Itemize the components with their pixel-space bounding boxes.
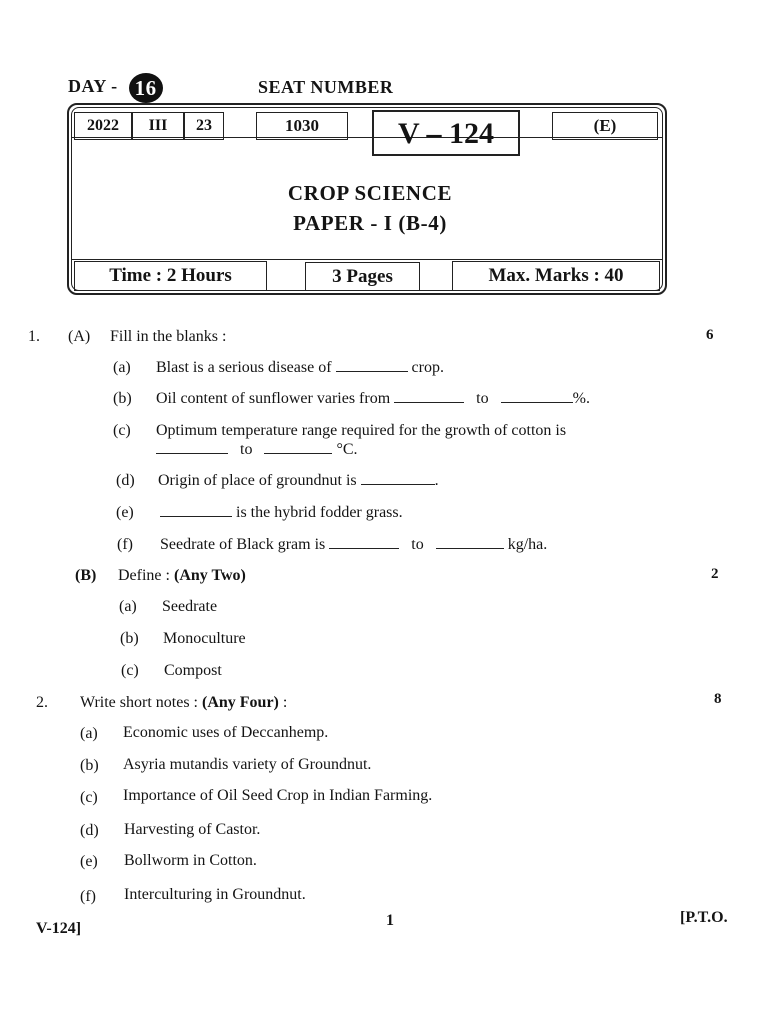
define-item: Compost: [164, 662, 222, 679]
paper-code-box: V – 124: [372, 110, 520, 156]
blank-line: [156, 441, 228, 454]
q1b-label: (B): [75, 567, 97, 584]
blank-item-text: Optimum temperature range required for the growth of cotton is: [156, 422, 567, 439]
q2-marks: 8: [714, 691, 722, 707]
blank-item-text: Seedrate of Black gram is: [160, 536, 326, 553]
medium-box: (E): [552, 112, 658, 140]
blank-item-text-end: kg/ha.: [507, 536, 548, 553]
blank-line: [160, 504, 232, 517]
blank-item-label: (b): [113, 390, 132, 407]
q1b-text: Define :: [118, 567, 170, 584]
paper-title: PAPER - I (B-4): [293, 211, 447, 235]
pages-box: 3 Pages: [305, 262, 420, 291]
time-box: Time : 2 Hours: [74, 261, 267, 291]
blank-item-label: (e): [116, 504, 134, 521]
define-item: Seedrate: [162, 598, 218, 615]
q2-heading: [80, 694, 287, 712]
pto-label: [P.T.O.: [680, 909, 728, 926]
blank-item: [156, 359, 444, 377]
header-divider-bottom: [71, 259, 663, 260]
blank-item-text: Origin of place of groundnut is: [158, 472, 357, 489]
blank-item-text: Oil content of sunflower varies from: [156, 390, 391, 407]
blank-item-label: (d): [116, 472, 135, 489]
note-item-label: (f): [80, 888, 96, 905]
code-number-box: 1030: [256, 112, 348, 140]
blank-item-text-end: %.: [572, 390, 590, 407]
blank-item-to: to: [411, 536, 424, 553]
blank-item-label: (a): [113, 359, 131, 376]
define-item-label: (b): [120, 630, 139, 647]
seat-number-label: SEAT NUMBER: [258, 77, 394, 97]
blank-item-text: Blast is a serious disease of: [156, 359, 332, 376]
day-line: [68, 73, 163, 103]
blank-item-text-end: .: [434, 472, 439, 489]
note-item-label: (a): [80, 725, 98, 742]
blank-item: [156, 441, 358, 459]
day-label: DAY -: [68, 76, 118, 97]
max-marks-box: Max. Marks : 40: [452, 261, 660, 291]
blank-item-label: (f): [117, 536, 133, 553]
blank-line: [264, 441, 332, 454]
code-month-box: III: [132, 112, 184, 140]
note-item: Harvesting of Castor.: [124, 821, 261, 838]
define-item: Monoculture: [163, 630, 246, 647]
blank-line: [436, 536, 504, 549]
day-number-badge: 16: [129, 73, 163, 103]
blank-line: [361, 472, 435, 485]
q1a-text: Fill in the blanks :: [110, 328, 227, 345]
blank-item: [158, 472, 439, 490]
q1b-marks: 2: [711, 566, 719, 582]
note-item: Importance of Oil Seed Crop in Indian Farming.: [123, 787, 433, 804]
define-item-label: (a): [119, 598, 137, 615]
footer-paper-code: V-124]: [36, 920, 82, 937]
blank-item-to: to: [476, 390, 489, 407]
subject-title: CROP SCIENCE: [287, 181, 453, 205]
blank-item-label: (c): [113, 422, 131, 439]
page-number: 1: [386, 912, 394, 929]
q2-any-four: (Any Four): [202, 694, 279, 711]
blank-line: [329, 536, 399, 549]
q2-text: Write short notes :: [80, 694, 198, 711]
blank-line: [336, 359, 408, 372]
note-item: Interculturing in Groundnut.: [124, 886, 306, 903]
q2-number: 2.: [36, 694, 48, 711]
blank-item-to: to: [240, 441, 253, 458]
note-item-label: (c): [80, 789, 98, 806]
q1a-label: (A): [68, 328, 91, 345]
note-item-label: (e): [80, 853, 98, 870]
q1a-marks: 6: [706, 327, 714, 343]
note-item: Economic uses of Deccanhemp.: [123, 724, 329, 741]
blank-item-text-end: °C.: [336, 441, 358, 458]
blank-line: [501, 390, 573, 403]
q2-colon: :: [282, 694, 288, 711]
blank-line: [394, 390, 464, 403]
define-item-label: (c): [121, 662, 139, 679]
note-item-label: (b): [80, 757, 99, 774]
blank-item: [160, 536, 547, 554]
code-day-box: 23: [184, 112, 224, 140]
blank-item: [160, 504, 403, 522]
note-item: Bollworm in Cotton.: [124, 852, 257, 869]
note-item: Asyria mutandis variety of Groundnut.: [123, 756, 372, 773]
note-item-label: (d): [80, 822, 99, 839]
q1-number: 1.: [28, 328, 40, 345]
blank-item-text: is the hybrid fodder grass.: [236, 504, 403, 521]
blank-item: [156, 390, 590, 408]
q1b-heading: [118, 567, 246, 585]
q1b-any-two: (Any Two): [173, 567, 246, 584]
blank-item-text-end: crop.: [411, 359, 444, 376]
code-year-box: 2022: [74, 112, 132, 140]
